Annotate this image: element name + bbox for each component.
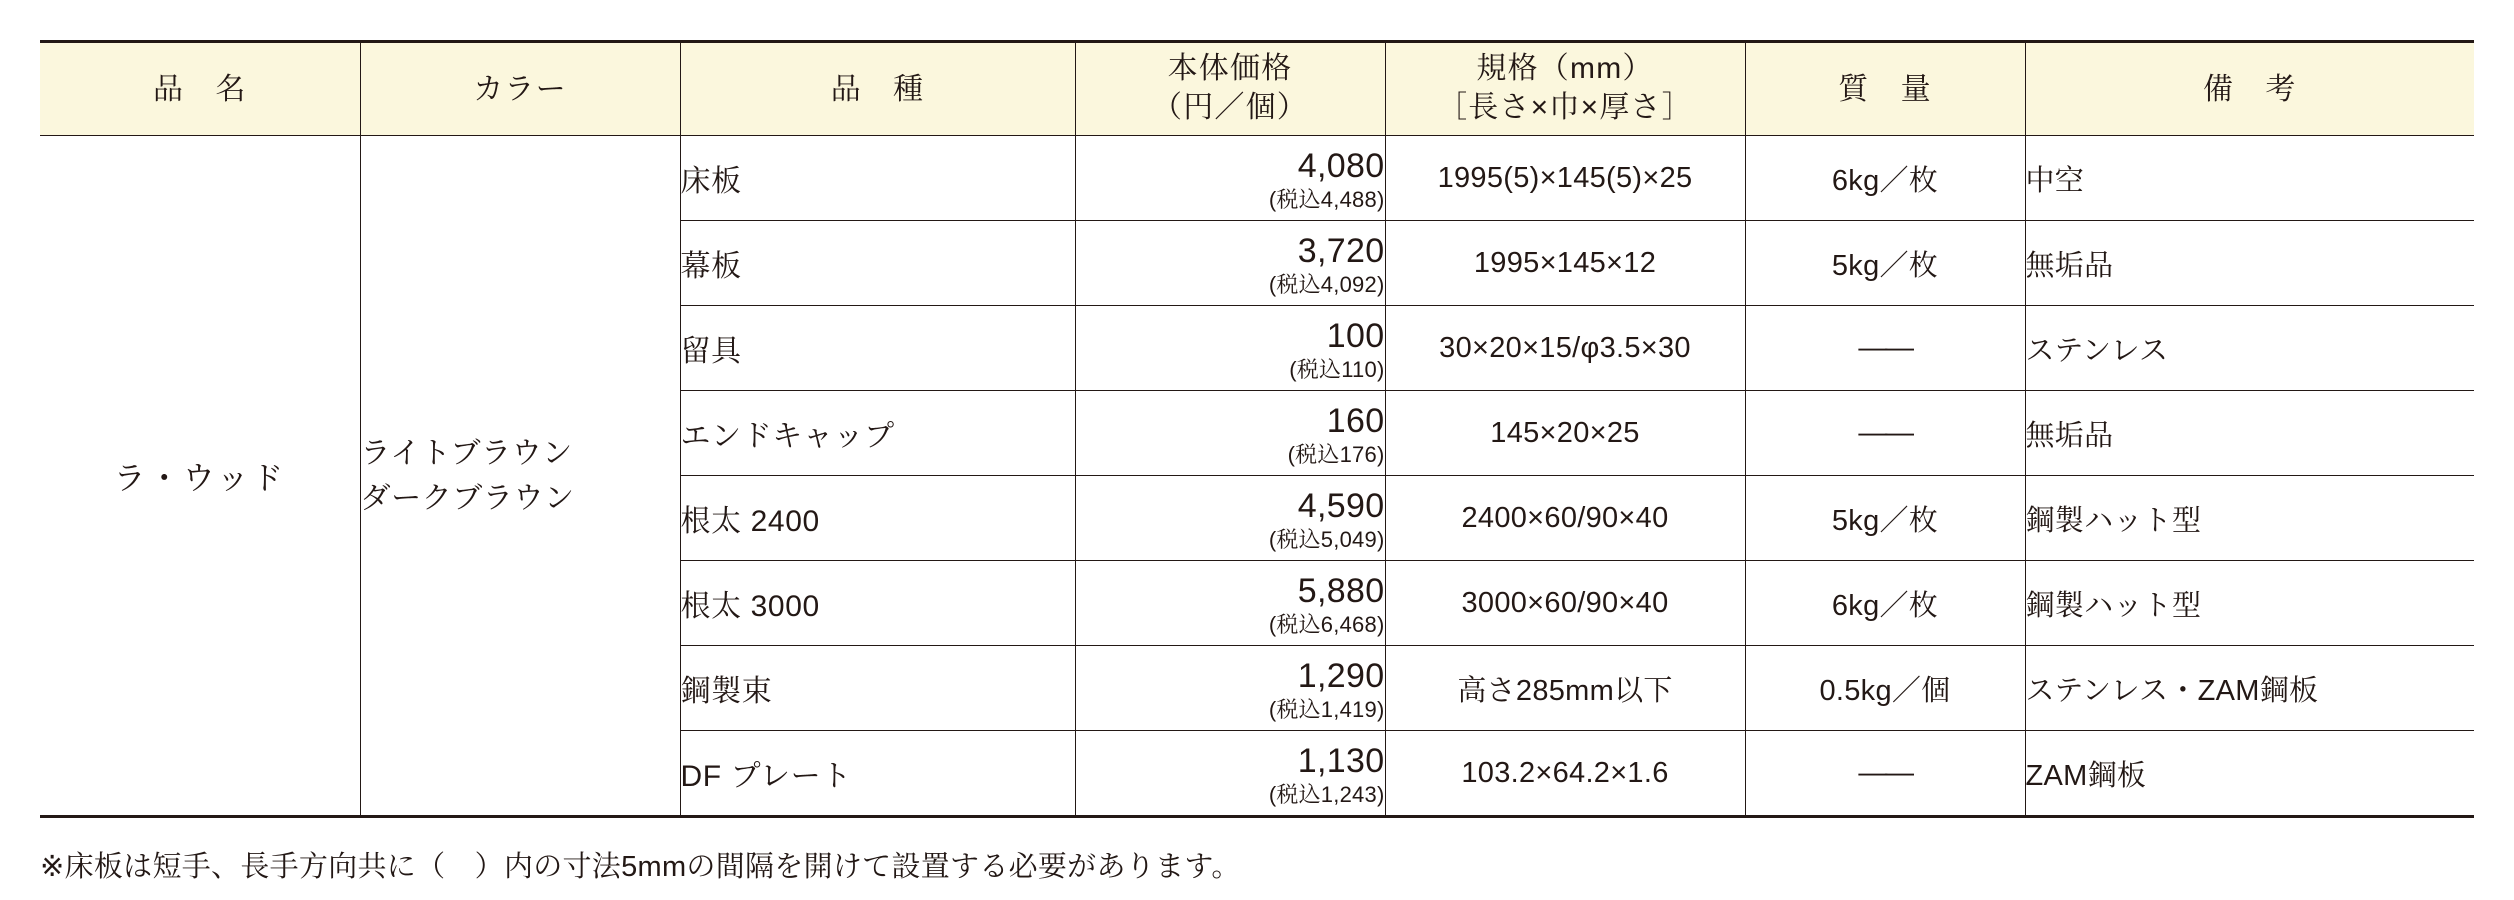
column-header-price <box>1075 42 1385 136</box>
cell-spec: 1995(5)×145(5)×25 <box>1385 136 1745 221</box>
price-main: 1,130 <box>1297 742 1385 780</box>
cell-spec: 103.2×64.2×1.6 <box>1385 731 1745 817</box>
cell-spec: 1995×145×12 <box>1385 221 1745 306</box>
cell-kind: DF プレート <box>680 731 1075 817</box>
cell-price <box>1075 731 1385 817</box>
cell-kind: 幕板 <box>680 221 1075 306</box>
table-footnote: ※床板は短手、長手方向共に（ ）内の寸法5mmの間隔を開けて設置する必要があります。 <box>40 851 1241 883</box>
cell-note: 中空 <box>2025 136 2474 221</box>
cell-note: ZAM鋼板 <box>2025 731 2474 817</box>
column-header-product-name <box>40 42 360 136</box>
color-line-1: ライトブラウン <box>360 436 573 470</box>
column-header-color <box>360 42 680 136</box>
price-main: 3,720 <box>1297 232 1385 270</box>
cell-note: ステンレス <box>2025 306 2474 391</box>
price-tax-included: (税込110) <box>1289 357 1385 382</box>
price-tax-included: (税込5,049) <box>1268 527 1385 552</box>
cell-price <box>1075 646 1385 731</box>
table-body <box>40 136 2474 817</box>
column-header-kind <box>680 42 1075 136</box>
cell-note: 鋼製ハット型 <box>2025 561 2474 646</box>
cell-price <box>1075 476 1385 561</box>
cell-kind: 鋼製束 <box>680 646 1075 731</box>
cell-product-name: ラ・ウッド <box>40 136 360 817</box>
price-tax-included: (税込6,468) <box>1268 612 1385 637</box>
cell-weight: —— <box>1745 306 2025 391</box>
header-line-1: 質 量 <box>1838 72 1932 106</box>
price-main: 1,290 <box>1297 657 1385 695</box>
cell-note: 無垢品 <box>2025 221 2474 306</box>
header-line-1: 品 名 <box>152 72 247 106</box>
table-row <box>40 136 2474 221</box>
cell-weight: 5kg／枚 <box>1745 221 2025 306</box>
price-tax-included: (税込4,488) <box>1268 187 1385 212</box>
cell-weight: —— <box>1745 391 2025 476</box>
cell-weight: 6kg／枚 <box>1745 136 2025 221</box>
cell-kind: 床板 <box>680 136 1075 221</box>
header-row <box>40 42 2474 136</box>
cell-weight: —— <box>1745 731 2025 817</box>
table-header <box>40 42 2474 136</box>
header-line-2: （円／個） <box>1152 91 1308 125</box>
cell-spec: 高さ285mm以下 <box>1385 646 1745 731</box>
price-main: 160 <box>1326 402 1385 440</box>
cell-price <box>1075 136 1385 221</box>
cell-price <box>1075 306 1385 391</box>
price-tax-included: (税込1,243) <box>1268 782 1385 807</box>
cell-note: ステンレス・ZAM鋼板 <box>2025 646 2474 731</box>
cell-spec: 2400×60/90×40 <box>1385 476 1745 561</box>
cell-spec: 145×20×25 <box>1385 391 1745 476</box>
price-main: 5,880 <box>1297 572 1385 610</box>
cell-note: 鋼製ハット型 <box>2025 476 2474 561</box>
cell-kind: 留具 <box>680 306 1075 391</box>
cell-kind: エンドキャップ <box>680 391 1075 476</box>
column-header-spec <box>1385 42 1745 136</box>
header-line-1: 規格（mm） <box>1476 52 1654 86</box>
cell-spec: 30×20×15/φ3.5×30 <box>1385 306 1745 391</box>
header-line-1: 品 種 <box>830 72 925 106</box>
price-tax-included: (税込176) <box>1287 442 1385 467</box>
cell-color <box>360 136 680 817</box>
cell-weight: 0.5kg／個 <box>1745 646 2025 731</box>
cell-weight: 6kg／枚 <box>1745 561 2025 646</box>
color-line-2: ダークブラウン <box>360 481 575 515</box>
price-tax-included: (税込1,419) <box>1268 697 1385 722</box>
cell-kind: 根太 2400 <box>680 476 1075 561</box>
header-line-2: ［長さ×巾×厚さ］ <box>1437 91 1693 125</box>
cell-note: 無垢品 <box>2025 391 2474 476</box>
cell-price <box>1075 391 1385 476</box>
price-main: 4,590 <box>1297 487 1385 525</box>
price-main: 4,080 <box>1297 147 1385 185</box>
price-main: 100 <box>1326 317 1385 355</box>
cell-weight: 5kg／枚 <box>1745 476 2025 561</box>
cell-price <box>1075 561 1385 646</box>
column-header-weight <box>1745 42 2025 136</box>
header-line-1: 本体価格 <box>1167 52 1293 86</box>
cell-spec: 3000×60/90×40 <box>1385 561 1745 646</box>
header-line-1: カラー <box>473 72 567 106</box>
header-line-1: 備 考 <box>2202 72 2297 106</box>
cell-kind: 根太 3000 <box>680 561 1075 646</box>
cell-price <box>1075 221 1385 306</box>
product-price-table <box>40 40 2474 818</box>
column-header-note <box>2025 42 2474 136</box>
price-tax-included: (税込4,092) <box>1268 272 1385 297</box>
